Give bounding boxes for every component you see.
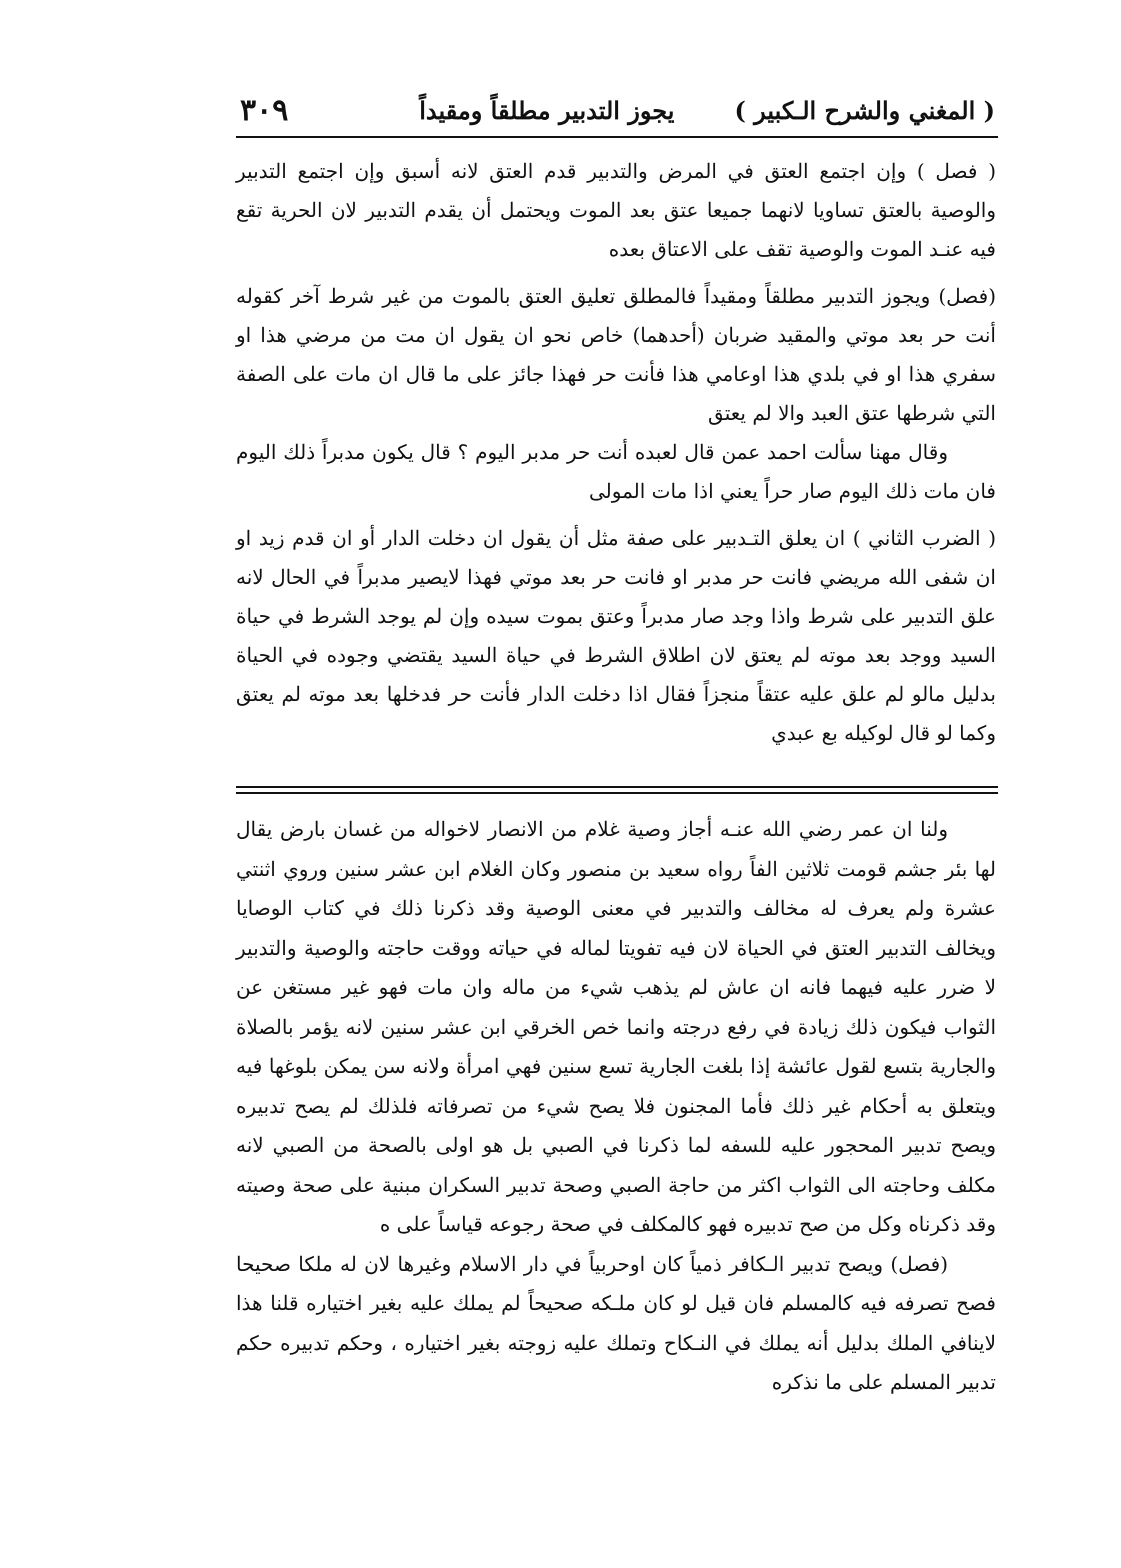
commentary-paragraph-1: ولنا ان عمر رضي الله عنـه أجاز وصية غلام من الانصار لاخواله من غسان بارض يقال لها بئر جشم قومت ثلاثين الفاً رواه سعيد بن منصور وكان الغلام ابن عشر سنين وروي اثنتي عشرة ولم يعرف له مخالف والتدبير في معنى الوصية وقد ذكرنا ذلك في كتاب الوصايا ويخالف التدبير العتق في الحياة لان فيه تفويتا لماله في حياته ووقت حاجته والوصية والتدبير لا ضرر عليه فيهما فانه ان عاش لم يذهب شيء من ماله وان مات فهو غير مستغن عن الثواب فيكون ذلك زيادة في رفع درجته وانما خص الخرقي ابن عشر سنين لانه يؤمر بالصلاة والجارية بتسع لقول عائشة إذا بلغت الجارية تسع سنين فهي امرأة ولانه سن يمكن بلوغها فيه ويتعلق به أحكام غير ذلك فأما المجنون فلا يصح شيء من تصرفاته فلذلك لم يصح تدبيره ويصح تدبير المحجور عليه للسفه لما ذكرنا في الصبي بل هو اولى بالصحة من الصبي لانه مكلف وحاجته الى الثواب اكثر من حاجة الصبي وصحة تدبير السكران مبنية على صحة وصيته وقد ذكرناه وكل من صح تدبيره فهو كالمكلف في صحة رجوعه قياساً على ه <box>236 817 996 1236</box>
page-header <box>240 88 995 132</box>
page-number: ٣٠٩ <box>240 92 289 128</box>
main-paragraph-4: ( الضرب الثاني ) ان يعلق التـدبير على صفة مثل أن يقول ان دخلت الدار أو ان قدم زيد او ان شفى الله مريضي فانت حر مدبر او فانت حر بعد موتي فهذا لايصير مدبراً في الحال لانه علق التدبير على شرط واذا وجد صار مدبراً وعتق بموت سيده وإن لم يوجد الشرط في حياة السيد ووجد بعد موته لم يعتق لان اطلاق الشرط في حياة السيد يقتضي وجوده في الحياة بدليل مالو لم علق عليه عتقاً منجزاً فقال اذا دخلت الدار فأنت حر فدخلها بعد موته لم يعتق وكما لو قال لوكيله بع عبدي <box>236 526 996 745</box>
header-rule <box>236 136 998 138</box>
main-paragraph-1: ( فصل ) وإن اجتمع العتق في المرض والتدبير قدم العتق لانه أسبق وإن اجتمع التدبير والوصية بالعتق تساويا لانهما جميعا عتق بعد الموت ويحتمل أن يقدم التدبير لان الحرية تقع فيه عنـد الموت والوصية تقف على الاعتاق بعده <box>236 159 996 261</box>
running-title: ( المغني والشرح الـكبير ) <box>734 95 995 125</box>
main-paragraph-2: (فصل) ويجوز التدبير مطلقاً ومقيداً فالمطلق تعليق العتق بالموت من غير شرط آخر كقوله أنت حر بعد موتي والمقيد ضربان (أحدهما) خاص نحو ان يقول ان مت من مرضي هذا او سفري هذا او في بلدي هذا اوعامي هذا فأنت حر فهذا جائز على ما قال ان مات على الصفة التي شرطها عتق العبد والا لم يعتق <box>236 284 996 425</box>
main-paragraph-3: وقال مهنا سألت احمد عمن قال لعبده أنت حر مدبر اليوم ؟ قال يكون مدبراً ذلك اليوم فان مات ذلك اليوم صار حراً يعني اذا مات المولى <box>236 440 996 503</box>
commentary-paragraph-2: (فصل) ويصح تدبير الـكافر ذمياً كان اوحربياً في دار الاسلام وغيرها لان له ملكا صحيحا فصح تصرفه فيه كالمسلم فان قيل لو كان ملـكه صحيحاً لم يملك عليه بغير اختياره قلنا هذا لاينافي الملك بدليل أنه يملك في النـكاح وتملك عليه زوجته بغير اختياره ، وحكم تدبيره حكم تدبير المسلم على ما نذكره <box>236 1251 996 1394</box>
section-title: يجوز التدبير مطلقاً ومقيداً <box>419 95 675 125</box>
commentary-divider <box>236 786 998 794</box>
main-text <box>236 152 996 753</box>
commentary-text <box>236 810 996 1403</box>
